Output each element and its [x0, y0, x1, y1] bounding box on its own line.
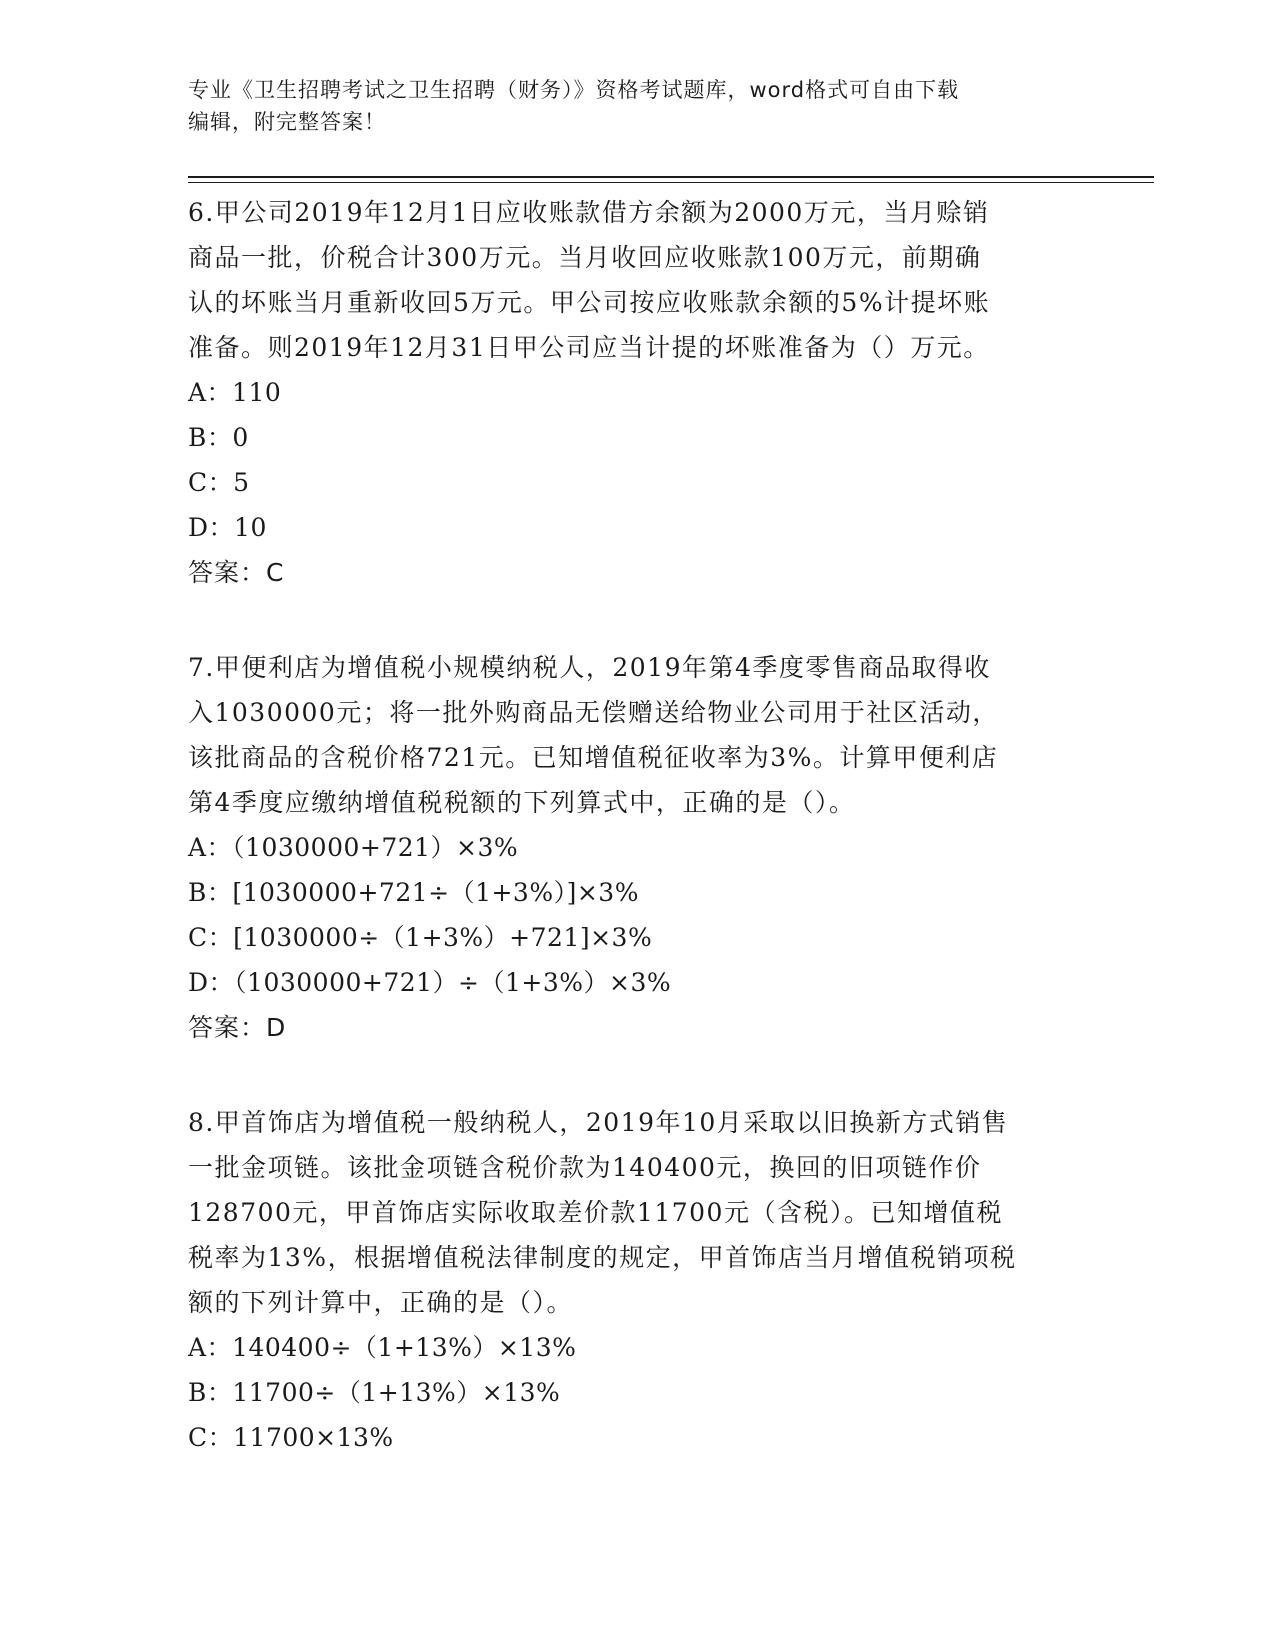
- question-stem-line: 6.甲公司2019年12月1日应收账款借方余额为2000万元，当月赊销: [188, 198, 990, 227]
- document-header: [188, 74, 1068, 138]
- header-line-1: 专业《卫生招聘考试之卫生招聘（财务）》资格考试题库，word格式可自由下载: [188, 78, 960, 102]
- option-c: C：[1030000÷（1+3%）+721]×3%: [188, 923, 653, 952]
- question-stem-line: 准备。则2019年12月31日甲公司应当计提的坏账准备为（）万元。: [188, 333, 990, 362]
- header-divider-thin: [188, 182, 1154, 183]
- question-stem-line: 商品一批，价税合计300万元。当月收回应收账款100万元，前期确: [188, 243, 982, 272]
- header-line-2: 编辑，附完整答案！: [188, 110, 386, 134]
- option-c: C：11700×13%: [188, 1423, 394, 1452]
- option-b: B：[1030000+721÷（1+3%）]×3%: [188, 878, 639, 907]
- option-b: B：0: [188, 423, 249, 452]
- option-b: B：11700÷（1+13%）×13%: [188, 1378, 561, 1407]
- option-c: C：5: [188, 468, 250, 497]
- question-stem-line: 税率为13%，根据增值税法律制度的规定，甲首饰店当月增值税销项税: [188, 1243, 1017, 1272]
- question-stem-line: 7.甲便利店为增值税小规模纳税人，2019年第4季度零售商品取得收: [188, 653, 991, 682]
- option-d: D：（1030000+721）÷（1+3%）×3%: [188, 968, 672, 997]
- question-stem-line: 额的下列计算中，正确的是（）。: [188, 1288, 574, 1317]
- question-8: [188, 1100, 1088, 1460]
- answer-line: 答案：C: [188, 558, 285, 587]
- question-stem-line: 第4季度应缴纳增值税税额的下列算式中，正确的是（）。: [188, 788, 856, 817]
- question-stem-line: 入1030000元；将一批外购商品无偿赠送给物业公司用于社区活动，: [188, 698, 999, 727]
- header-divider-thick: [188, 176, 1154, 178]
- answer-line: 答案：D: [188, 1013, 287, 1042]
- question-stem-line: 128700元，甲首饰店实际收取差价款11700元（含税）。已知增值税: [188, 1198, 1003, 1227]
- question-6: [188, 190, 1088, 595]
- question-stem-line: 该批商品的含税价格721元。已知增值税征收率为3%。计算甲便利店: [188, 743, 999, 772]
- option-a: A：140400÷（1+13%）×13%: [188, 1333, 577, 1362]
- question-stem-line: 认的坏账当月重新收回5万元。甲公司按应收账款余额的5%计提坏账: [188, 288, 991, 317]
- question-7: [188, 645, 1088, 1050]
- option-a: A：110: [188, 378, 282, 407]
- question-stem-line: 一批金项链。该批金项链含税价款为140400元，换回的旧项链作价: [188, 1153, 982, 1182]
- option-a: A：（1030000+721）×3%: [188, 833, 519, 862]
- option-d: D：10: [188, 513, 267, 542]
- question-stem-line: 8.甲首饰店为增值税一般纳税人，2019年10月采取以旧换新方式销售: [188, 1108, 1009, 1137]
